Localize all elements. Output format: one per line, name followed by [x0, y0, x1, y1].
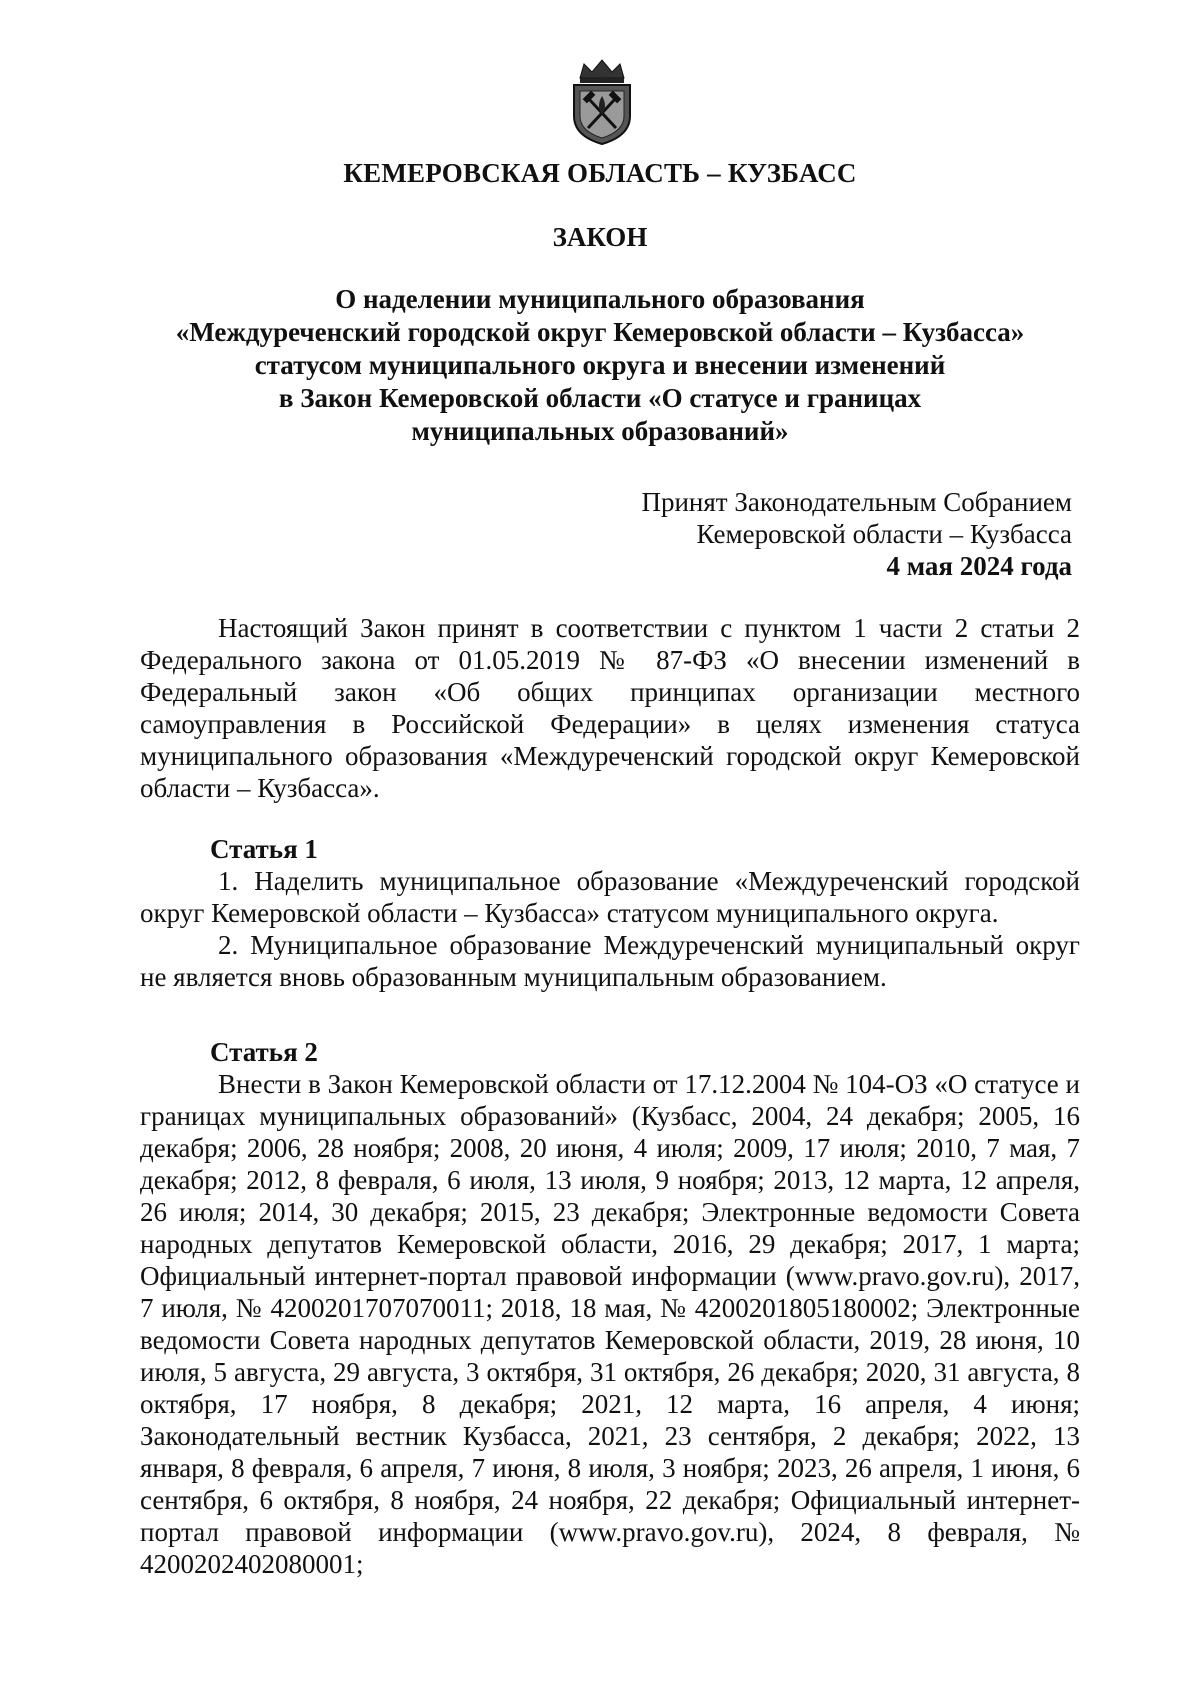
adoption-block [512, 486, 1072, 582]
article-1 [140, 833, 1080, 993]
article-paragraph: 1. Наделить муниципальное образование «Междуреченский городской округ Кемеровской области – Кузбасса» статусом муниципального округа. [140, 866, 1080, 928]
adoption-line: Кемеровской области – Кузбасса [696, 519, 1072, 549]
title-line: «Междуреченский городской округ Кемеровской области – Кузбасса» [175, 317, 1025, 347]
document-type: ЗАКОН [552, 222, 648, 252]
title-line: статусом муниципального округа и внесении изменений [254, 350, 946, 380]
article-paragraph: Внести в Закон Кемеровской области от 17.12.2004 № 104-ОЗ «О статусе и границах муниципальных образований» (Кузбасс, 2004, 24 декабря; 2005, 16 декабря; 2006, 28 ноября; 2008, 20 июня, 4 июля; 2009, 17 июля; 2010, 7 мая, 7 декабря; 2012, 8 февраля, 6 июля, 13 июля, 9 ноября; 2013, 12 марта, 12 апреля, 26 июля; 2014, 30 декабря; 2015, 23 декабря; Электронные ведомости Совета народных депутатов Кемеровской области, 2016, 29 декабря; 2017, 1 марта; Официальный интернет-портал правовой информации (www.pravo.gov.ru), 2017, 7 июля, № 4200201707070011; 2018, 18 мая, № 4200201805180002; Электронные ведомости Совета народных депутатов Кемеровской области, 2019, 28 июня, 10 июля, 5 августа, 29 августа, 3 октября, 31 октября, 26 декабря; 2020, 31 августа, 8 октября, 17 ноября, 8 декабря; 2021, 12 марта, 16 апреля, 4 июня; Законодательный вестник Кузбасса, 2021, 23 сентября, 2 декабря; 2022, 13 января, 8 февраля, 6 апреля, 7 июня, 8 июля, 3 ноября; 2023, 26 апреля, 1 июня, 6 сентября, 6 октября, 8 ноября, 24 ноября, 22 декабря; Официальный интернет-портал правовой информации (www.pravo.gov.ru), 2024, 8 февраля, № 4200202402080001; [140, 1069, 1080, 1579]
adoption-date: 4 мая 2024 года [886, 551, 1072, 581]
title-line: в Закон Кемеровской области «О статусе и границах [278, 383, 922, 413]
title-line: О наделении муниципального образования [335, 284, 865, 314]
title-line: муниципальных образований» [411, 416, 789, 446]
article-heading: Статья 1 [210, 834, 318, 864]
article-2 [140, 1036, 1080, 1580]
article-heading: Статья 2 [210, 1037, 318, 1067]
adoption-line: Принят Законодательным Собранием [641, 487, 1072, 517]
preamble [140, 612, 1080, 804]
preamble-text: Настоящий Закон принят в соответствии с пунктом 1 части 2 статьи 2 Федерального закона от 01.05.2019 № 87-ФЗ «О внесении изменений в Федеральный закон «Об общих принципах организации местного самоуправления в Российской Федерации» в целях изменения статуса муниципального образования «Междуреченский городской округ Кемеровской области – Кузбасса». [140, 613, 1080, 803]
article-paragraph: 2. Муниципальное образование Междуреченский муниципальный округ не является вновь образованным муниципальным образованием. [140, 930, 1080, 992]
region-name: КЕМЕРОВСКАЯ ОБЛАСТЬ – КУЗБАСС [343, 158, 857, 188]
document-title [140, 283, 1060, 448]
kemerovo-coat-of-arms-icon [566, 58, 638, 146]
